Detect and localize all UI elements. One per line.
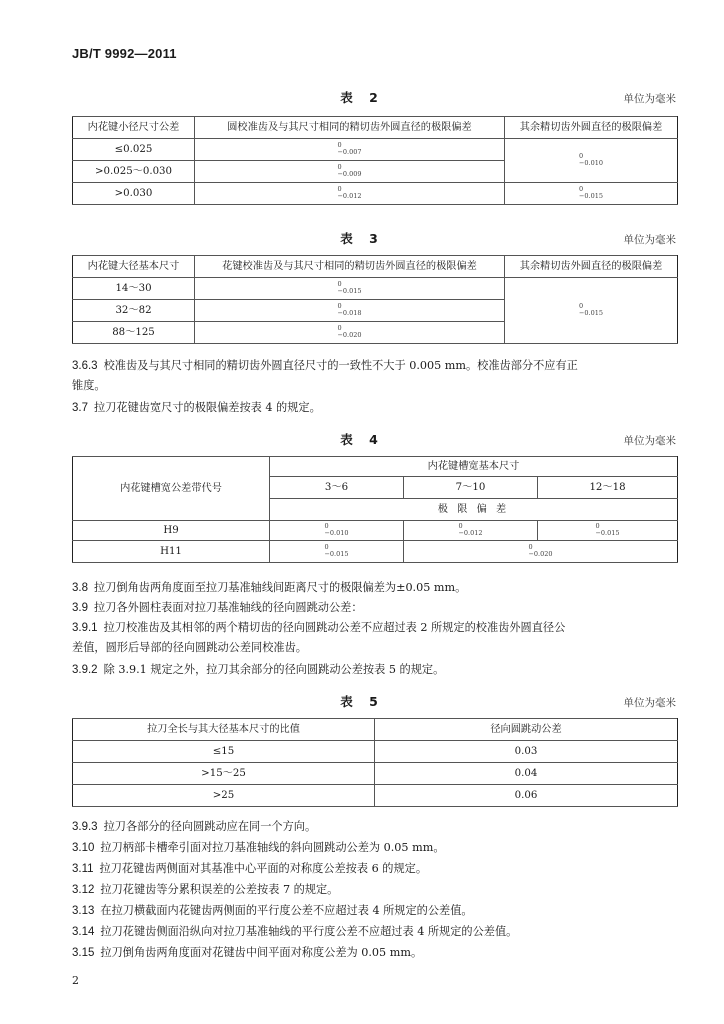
clause-3-7 [72, 398, 680, 418]
table-5 [72, 718, 678, 807]
deviation-cell: 0 −0.012 [195, 183, 505, 205]
table-header-row [73, 117, 678, 139]
column-header: 其余精切齿外圆直径的极限偏差 [505, 256, 678, 278]
clause-text: 拉刀柄部卡槽牵引面对拉刀基准轴线的斜向圆跳动公差为 0.05 mm。 [100, 841, 445, 854]
clause-3-11 [72, 859, 680, 879]
clause-3-9 [72, 598, 680, 618]
clause-number: 3.11 [72, 863, 94, 875]
table-3 [72, 255, 678, 344]
clause-3-14 [72, 922, 680, 942]
tolerance-cell: >0.030 [73, 183, 195, 205]
clause-text: 拉刀各部分的径向圆跳动应在同一个方向。 [103, 820, 317, 833]
column-header: 径向圆跳动公差 [375, 719, 678, 741]
clause-text: 锥度。 [72, 379, 106, 392]
clause-text: 拉刀倒角齿两角度面至拉刀基准轴线间距离尺寸的极限偏差为±0.05 mm。 [94, 581, 467, 594]
table-row [73, 183, 678, 205]
row-header: 内花键槽宽公差带代号 [73, 457, 270, 521]
deviation-cell-merged: 0 −0.020 [404, 541, 678, 563]
range-header: 12～18 [538, 477, 678, 499]
column-header: 内花键大径基本尺寸 [73, 256, 195, 278]
size-cell: 88～125 [73, 322, 195, 344]
column-header: 圆校准齿及与其尺寸相同的精切齿外圆直径的极限偏差 [195, 117, 505, 139]
range-header: 3～6 [270, 477, 404, 499]
deviation-cell: 0 −0.007 [195, 139, 505, 161]
ratio-cell: >25 [73, 785, 375, 807]
clause-text: 差值，圆形后导部的径向圆跳动公差同校准齿。 [72, 641, 307, 654]
clause-text: 校准齿及与其尺寸相同的精切齿外圆直径尺寸的一致性不大于 0.005 mm。校准齿部分不应有正 [103, 359, 578, 372]
clause-text: 拉刀校准齿及其相邻的两个精切齿的径向圆跳动公差不应超过表 2 所规定的校准齿外圆直径公 [103, 621, 566, 634]
clause-3-10 [72, 838, 680, 858]
deviation-cell: 0 −0.009 [195, 161, 505, 183]
deviation-cell: 0 −0.018 [195, 300, 505, 322]
code-cell: H9 [73, 521, 270, 541]
column-header: 内花键小径尺寸公差 [73, 117, 195, 139]
size-cell: 32～82 [73, 300, 195, 322]
table-4 [72, 456, 678, 563]
clause-3-9-3 [72, 817, 680, 837]
clause-number: 3.10 [72, 842, 95, 854]
clause-text: 拉刀花键齿侧面沿纵向对拉刀基准轴线的平行度公差不应超过表 4 所规定的公差值。 [100, 925, 518, 938]
deviation-cell: 0 −0.015 [505, 183, 678, 205]
table-row [73, 741, 678, 763]
clause-number: 3.9.3 [72, 821, 98, 833]
clause-3-9-2 [72, 660, 680, 680]
table-3-unit: 单位为毫米 [623, 234, 676, 246]
clause-text: 拉刀花键齿等分累积误差的公差按表 7 的规定。 [100, 883, 339, 896]
table-5-caption: 表 5 [340, 694, 384, 709]
deviation-cell-merged: 0 −0.015 [505, 278, 678, 344]
clause-text: 拉刀各外圆柱表面对拉刀基准轴线的径向圆跳动公差： [94, 601, 363, 614]
clause-3-6-3 [72, 356, 680, 396]
deviation-cell-merged: 0 −0.010 [505, 139, 678, 183]
tolerance-cell: >0.025～0.030 [73, 161, 195, 183]
group-header: 内花键槽宽基本尺寸 [270, 457, 678, 477]
clause-text: 拉刀倒角齿两角度面对花键齿中间平面对称度公差为 0.05 mm。 [100, 946, 423, 959]
deviation-cell: 0 −0.015 [538, 521, 678, 541]
tolerance-cell: 0.04 [375, 763, 678, 785]
table-3-caption: 表 3 [340, 231, 384, 246]
page-number: 2 [72, 974, 79, 987]
size-cell: 14～30 [73, 278, 195, 300]
tolerance-cell: 0.03 [375, 741, 678, 763]
clause-number: 3.13 [72, 905, 95, 917]
clause-number: 3.6.3 [72, 360, 98, 372]
clause-3-8 [72, 578, 680, 598]
table-row [73, 785, 678, 807]
column-header: 花键校准齿及与其尺寸相同的精切齿外圆直径的极限偏差 [195, 256, 505, 278]
table-row [73, 763, 678, 785]
deviation-cell: 0 −0.015 [270, 541, 404, 563]
column-header: 拉刀全长与其大径基本尺寸的比值 [73, 719, 375, 741]
table-header-row [73, 256, 678, 278]
table-5-unit: 单位为毫米 [623, 697, 676, 709]
table-4-caption: 表 4 [340, 432, 384, 447]
table-row [73, 139, 678, 161]
table-2-unit: 单位为毫米 [623, 93, 676, 105]
deviation-cell: 0 −0.020 [195, 322, 505, 344]
table-row [73, 278, 678, 300]
range-header: 7～10 [404, 477, 538, 499]
clause-text: 除 3.9.1 规定之外，拉刀其余部分的径向圆跳动公差按表 5 的规定。 [103, 663, 445, 676]
standard-number: JB/T 9992—2011 [72, 46, 177, 61]
clause-number: 3.14 [72, 926, 95, 938]
clause-text: 拉刀花键齿宽尺寸的极限偏差按表 4 的规定。 [94, 401, 321, 414]
ratio-cell: ≤15 [73, 741, 375, 763]
clause-number: 3.9.2 [72, 664, 98, 676]
table-row [73, 521, 678, 541]
code-cell: H11 [73, 541, 270, 563]
clause-number: 3.9 [72, 602, 88, 614]
ratio-cell: >15～25 [73, 763, 375, 785]
clause-3-9-1 [72, 618, 680, 658]
clause-3-15 [72, 943, 680, 963]
clause-text: 在拉刀横截面内花键齿两侧面的平行度公差不应超过表 4 所规定的公差值。 [100, 904, 473, 917]
deviation-cell: 0 −0.012 [404, 521, 538, 541]
clause-3-12 [72, 880, 680, 900]
deviation-cell: 0 −0.015 [195, 278, 505, 300]
sub-header: 极 限 偏 差 [270, 499, 678, 521]
clause-number: 3.15 [72, 947, 95, 959]
clause-number: 3.12 [72, 884, 95, 896]
tolerance-cell: ≤0.025 [73, 139, 195, 161]
clause-number: 3.9.1 [72, 622, 98, 634]
deviation-cell: 0 −0.010 [270, 521, 404, 541]
column-header: 其余精切齿外圆直径的极限偏差 [505, 117, 678, 139]
table-2-caption: 表 2 [340, 90, 384, 105]
clause-number: 3.7 [72, 402, 88, 414]
table-row [73, 541, 678, 563]
clause-text: 拉刀花键齿两侧面对其基准中心平面的对称度公差按表 6 的规定。 [99, 862, 428, 875]
tolerance-cell: 0.06 [375, 785, 678, 807]
clause-3-13 [72, 901, 680, 921]
table-header-row [73, 457, 678, 477]
table-4-unit: 单位为毫米 [623, 435, 676, 447]
table-2 [72, 116, 678, 205]
table-header-row [73, 719, 678, 741]
clause-number: 3.8 [72, 582, 88, 594]
